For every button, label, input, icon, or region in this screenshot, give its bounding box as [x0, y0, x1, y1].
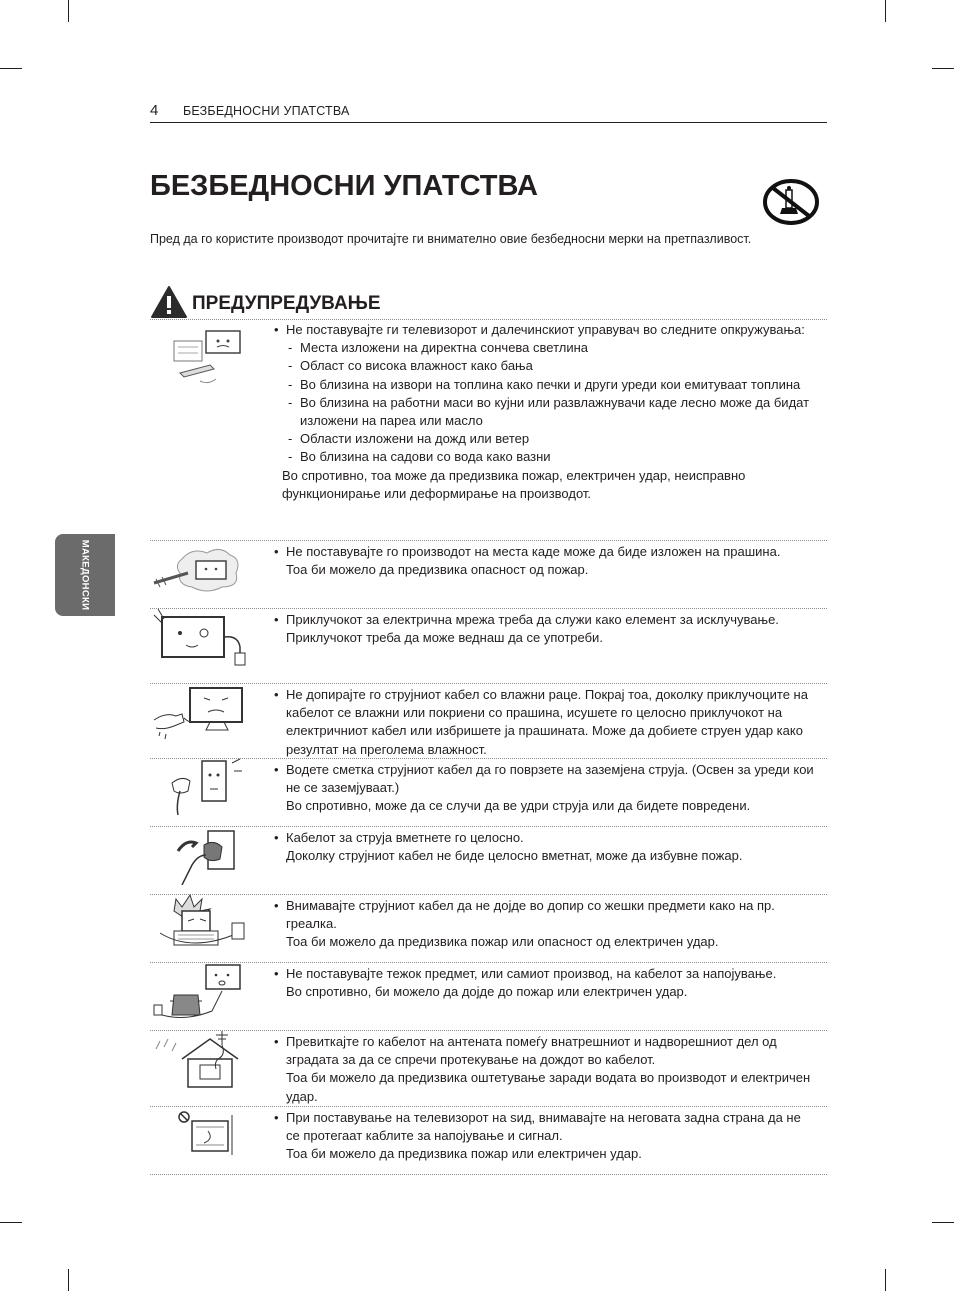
- consequence-text: Тоа би можело да предизвика пожар или електричен удар.: [286, 1146, 642, 1162]
- heavy-object-cable-icon: [152, 961, 247, 1021]
- row-divider: [150, 319, 827, 320]
- consequence-text: Во спротивно, може да се случи да ве удри струја или да бидете повредени.: [286, 798, 751, 814]
- bullet-text: • Превиткајте го кабелот на антената помеѓу внатрешниот и надворешниот дел од зградата за да се спречи протекување на дождот во кабелот.: [274, 1033, 814, 1069]
- tv-remote-room-icon: [170, 325, 250, 395]
- dash-item: - Област со висока влажност како бања: [274, 357, 814, 375]
- row-divider: [150, 683, 827, 684]
- bullet-text: • При поставување на телевизорот на ѕид, внимавајте на неговата задна страна да не се протегаат каблите за напојување и сигнал.: [274, 1109, 814, 1145]
- insert-plug-icon: [152, 825, 247, 885]
- consequence-text: Тоа би можело да предизвика пожар или опасност од електричен удар.: [286, 934, 719, 950]
- wall-mount-cables-icon: [152, 1105, 247, 1165]
- dash-item: - Области изложени на дожд или ветер: [274, 430, 814, 448]
- bullet-text: • Внимавајте струјниот кабел да не дојде во допир со жешки предмети како на пр. греалка.: [274, 897, 814, 933]
- crop-mark: [68, 0, 69, 22]
- warning-text: [274, 897, 814, 952]
- dash-item: - Во близина на извори на топлина како печки и други уреди кои емитуваат топлина: [274, 376, 814, 394]
- crop-mark: [68, 1269, 69, 1291]
- dash-item: - Во близина на работни маси во кујни или развлажнувачи каде лесно може да бидат изложени на пареа или масло: [274, 394, 814, 430]
- consequence-text: Во спротивно, би можело да дојде до пожар или електричен удар.: [286, 984, 688, 1000]
- consequence-text: Тоа би можело да предизвика оштетување заради водата во производот и електричен удар.: [286, 1070, 811, 1104]
- bullet-text: • Кабелот за струја вметнете го целосно.: [274, 829, 814, 847]
- running-head: БЕЗБЕДНОСНИ УПАТСТВА: [183, 104, 350, 118]
- bullet-text: • Не поставувајте ги телевизорот и далечинскиот управувач во следните опкружувања:: [274, 321, 814, 339]
- dash-item: - Места изложени на директна сончева светлина: [274, 339, 814, 357]
- row-divider: [150, 826, 827, 827]
- side-tab-label: МАКЕДОНСКИ: [79, 539, 91, 611]
- warning-text: [274, 1109, 814, 1164]
- warning-text: [274, 965, 814, 1001]
- dusty-tv-icon: [152, 539, 247, 599]
- row-divider: [150, 540, 827, 541]
- warning-title: ПРЕДУПРЕДУВАЊЕ: [192, 293, 381, 314]
- row-divider: [150, 962, 827, 963]
- row-divider: [150, 1030, 827, 1031]
- heater-cable-icon: [152, 893, 247, 953]
- warning-text: [274, 686, 814, 759]
- intro-text: Пред да го користите производот прочитајте ги внимателно овие безбедносни мерки на претпазливост.: [150, 232, 752, 246]
- no-tipping-prohibition-icon: [762, 178, 820, 226]
- page-header: [150, 100, 827, 123]
- row-divider: [150, 894, 827, 895]
- bullet-text: • Не поставувајте тежок предмет, или самиот производ, на кабелот за напојување.: [274, 965, 814, 983]
- consequence-text: Тоа би можело да предизвика опасност од пожар.: [286, 562, 589, 578]
- crop-mark: [885, 0, 886, 22]
- warning-text: [274, 829, 814, 865]
- antenna-house-icon: [152, 1029, 247, 1089]
- row-divider: [150, 608, 827, 609]
- warning-text: [274, 761, 814, 816]
- bullet-text: • Приклучокот за електрична мрежа треба да служи како елемент за исклучување. Приклучокот треба да може веднаш да се употреби.: [274, 611, 814, 647]
- consequence-text: Во спротивно, тоа може да предизвика пожар, електричен удар, неисправно функционирање или деформирање на производот.: [282, 467, 746, 501]
- warning-text: [274, 543, 814, 579]
- crop-mark: [0, 1222, 22, 1223]
- language-side-tab: [55, 534, 115, 616]
- bullet-text: • Не допирајте го струјниот кабел со влажни раце. Покрај тоа, доколку приклучоците на кабелот се влажни или покриени со прашина, исушете го целосно приклучокот на електричниот кабел или избришете ја прашината. Може да добиете струен удар како резултат на преголема влажност.: [274, 686, 814, 759]
- warning-text: [274, 611, 814, 647]
- crop-mark: [932, 1222, 954, 1223]
- warning-text: [274, 1033, 814, 1106]
- plug-disconnect-icon: [152, 607, 247, 667]
- row-divider: [150, 1174, 827, 1175]
- page-number: 4: [150, 102, 159, 119]
- consequence-text: Доколку струјниот кабел не биде целосно вметнат, може да избувне пожар.: [286, 848, 743, 864]
- bullet-text: • Водете сметка струјниот кабел да го поврзете на заземјена струја. (Освен за уреди кои не се заземјуваат.): [274, 761, 814, 797]
- crop-mark: [932, 68, 954, 69]
- warning-triangle-icon: [150, 285, 188, 319]
- page-title: БЕЗБЕДНОСНИ УПАТСТВА: [150, 170, 538, 202]
- bullet-text: • Не поставувајте го производот на места каде може да биде изложен на прашина.: [274, 543, 814, 561]
- dash-item: - Во близина на садови со вода како вазни: [274, 448, 814, 466]
- crop-mark: [885, 1269, 886, 1291]
- grounded-outlet-icon: [152, 757, 247, 817]
- crop-mark: [0, 68, 22, 69]
- warning-text: [274, 321, 814, 503]
- wet-hands-plug-icon: [152, 682, 247, 742]
- row-divider: [150, 1106, 827, 1107]
